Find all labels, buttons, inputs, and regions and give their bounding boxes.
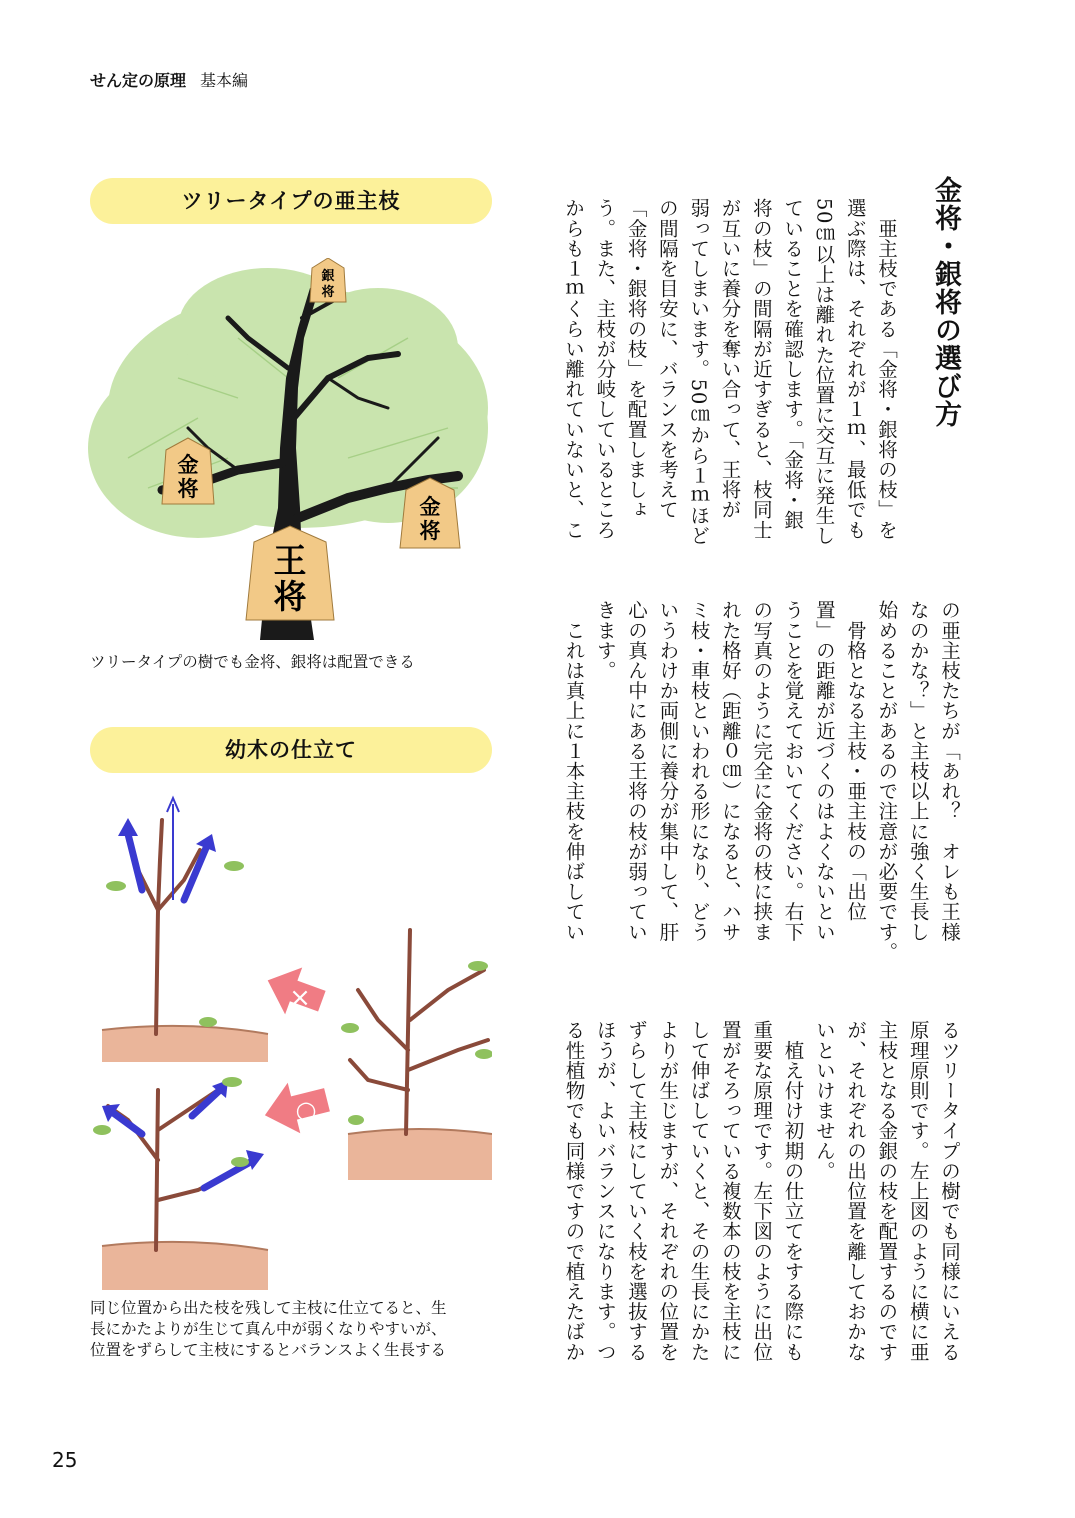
block3-line-9: して伸ばしていくと、その生長にかた xyxy=(687,1020,711,1362)
article-block-2 xyxy=(558,600,965,970)
mark-bad: × xyxy=(289,983,311,1013)
koma-kin-left-char2: 将 xyxy=(177,476,199,501)
block3-line-13: る性植物でも同様ですので植えたばか xyxy=(562,1020,586,1362)
block3-line-2: 原理原則です。左上図のように横に亜 xyxy=(906,1020,930,1362)
young-tree-right xyxy=(341,930,492,1180)
running-head xyxy=(90,68,248,91)
block3-line-12: ほうが、よいバランスになります。つ xyxy=(593,1020,617,1362)
block2-line-13: これは真上に１本主枝を伸ばしてい xyxy=(562,600,586,942)
block3-line-11: ずらして主枝にしていく枝を選抜する xyxy=(625,1020,649,1362)
koma-ou-char2: 将 xyxy=(273,577,307,616)
koma-kin-right-char1: 金 xyxy=(419,494,441,519)
caption-young-tree xyxy=(90,1298,447,1361)
koma-kin-right-char2: 将 xyxy=(419,518,441,543)
subsection-title: 基本編 xyxy=(200,71,249,90)
block3-line-5: いといけません。 xyxy=(812,1020,836,1181)
caption-tree: ツリータイプの樹でも金将、銀将は配置できる xyxy=(90,653,415,671)
mark-good: ○ xyxy=(295,1096,317,1124)
block2-line-7: の写真のように完全に金将の枝に挟ま xyxy=(750,600,774,942)
arrow-bad xyxy=(259,958,331,1025)
section-title: せん定の原理 xyxy=(90,71,187,90)
block1-line-2: 選ぶ際は、それぞれが１ｍ、最低でも xyxy=(843,198,867,540)
block2-line-9: ミ枝・車枝といわれる形になり、どう xyxy=(687,600,711,942)
block3-line-1: るツリータイプの樹でも同様にいえる xyxy=(938,1020,961,1362)
koma-kin-left-char1: 金 xyxy=(177,452,199,477)
koma-gin-char1: 銀 xyxy=(321,269,335,284)
koma-gin-char2: 将 xyxy=(321,285,335,300)
block2-line-11: 心の真ん中にある王将の枝が弱ってい xyxy=(625,600,649,942)
block3-line-4: が、それぞれの出位置を離しておかな xyxy=(844,1020,868,1362)
article-block-1 xyxy=(558,198,902,568)
block3-line-3: 主枝となる金銀の枝を配置するのです xyxy=(875,1020,899,1362)
koma-kin-left xyxy=(162,438,214,504)
block2-line-5: 置」の距離が近づくのはよくないとい xyxy=(812,600,836,942)
block3-line-8: 置がそろっている複数本の枝を主枝に xyxy=(718,1020,742,1362)
block2-line-3: 始めることがあるので注意が必要です。 xyxy=(875,600,899,962)
block3-line-7: 重要な原理です。左下図のように出位 xyxy=(750,1020,774,1362)
caption-young-line-2: 長にかたよりが生じて真ん中が弱くなりやすいが、 xyxy=(90,1320,447,1338)
block2-line-2: なのかな？」と主枝以上に強く生長し xyxy=(906,600,930,942)
block2-line-10: いうわけか両側に養分が集中して、肝 xyxy=(656,600,680,942)
article-block-3 xyxy=(558,1020,965,1390)
block1-line-5: 将の枝」の間隔が近すぎると、枝同士 xyxy=(749,198,773,540)
heading-young-tree: 幼木の仕立て xyxy=(90,727,492,773)
block2-line-4: 骨格となる主枝・亜主枝の「出位 xyxy=(844,600,868,922)
block1-line-11: からも１ｍくらい離れていないと、こ xyxy=(562,198,586,540)
koma-gin xyxy=(310,258,350,302)
arrows-good xyxy=(112,1090,254,1188)
koma-ou xyxy=(246,526,334,620)
block2-line-6: うことを覚えておいてください。右下 xyxy=(781,600,805,942)
page-number: 25 xyxy=(52,1448,78,1472)
block2-line-8: れた格好（距離０㎝）になると、ハサ xyxy=(718,600,742,942)
block1-line-4: ていることを確認します。「金将・銀 xyxy=(781,198,805,530)
block1-line-8: の間隔を目安に、バランスを考えて xyxy=(655,198,679,520)
heading-tree-type: ツリータイプの亜主枝 xyxy=(90,178,492,224)
block3-line-10: よりが生じますが、それぞれの位置を xyxy=(656,1020,680,1362)
block1-line-6: が互いに養分を奪い合って、王将が xyxy=(718,198,742,520)
arrows-bad xyxy=(128,834,206,900)
block1-line-9: 「金将・銀将の枝」を配置しましょ xyxy=(624,198,648,520)
block3-line-6: 植え付け初期の仕立てをする際にも xyxy=(781,1020,805,1362)
block1-line-3: 50㎝以上は離れた位置に交互に発生し xyxy=(812,198,836,546)
caption-young-line-3: 位置をずらして主枝にするとバランスよく生長する xyxy=(90,1341,447,1359)
block2-line-12: きます。 xyxy=(593,600,617,681)
young-tree-bad xyxy=(102,798,268,1062)
caption-young-line-1: 同じ位置から出た枝を残して主枝に仕立てると、生 xyxy=(90,1299,447,1317)
article-title: 金将・銀将の選び方 xyxy=(930,176,961,428)
koma-kin-right xyxy=(400,478,460,548)
block2-line-1: の亜主枝たちが「あれ？ オレも王様 xyxy=(938,600,961,942)
block1-line-10: う。また、主枝が分岐しているところ xyxy=(593,198,617,540)
young-tree-good xyxy=(93,1077,268,1290)
block1-line-1: 亜主枝である「金将・銀将の枝」を xyxy=(875,198,898,540)
block1-line-7: 弱ってしまいます。50㎝から１ｍほど xyxy=(687,198,711,546)
arrow-good xyxy=(259,1075,334,1141)
tree-illustration xyxy=(88,258,490,640)
young-tree-illustration xyxy=(88,790,492,1300)
koma-ou-char1: 王 xyxy=(273,541,307,580)
